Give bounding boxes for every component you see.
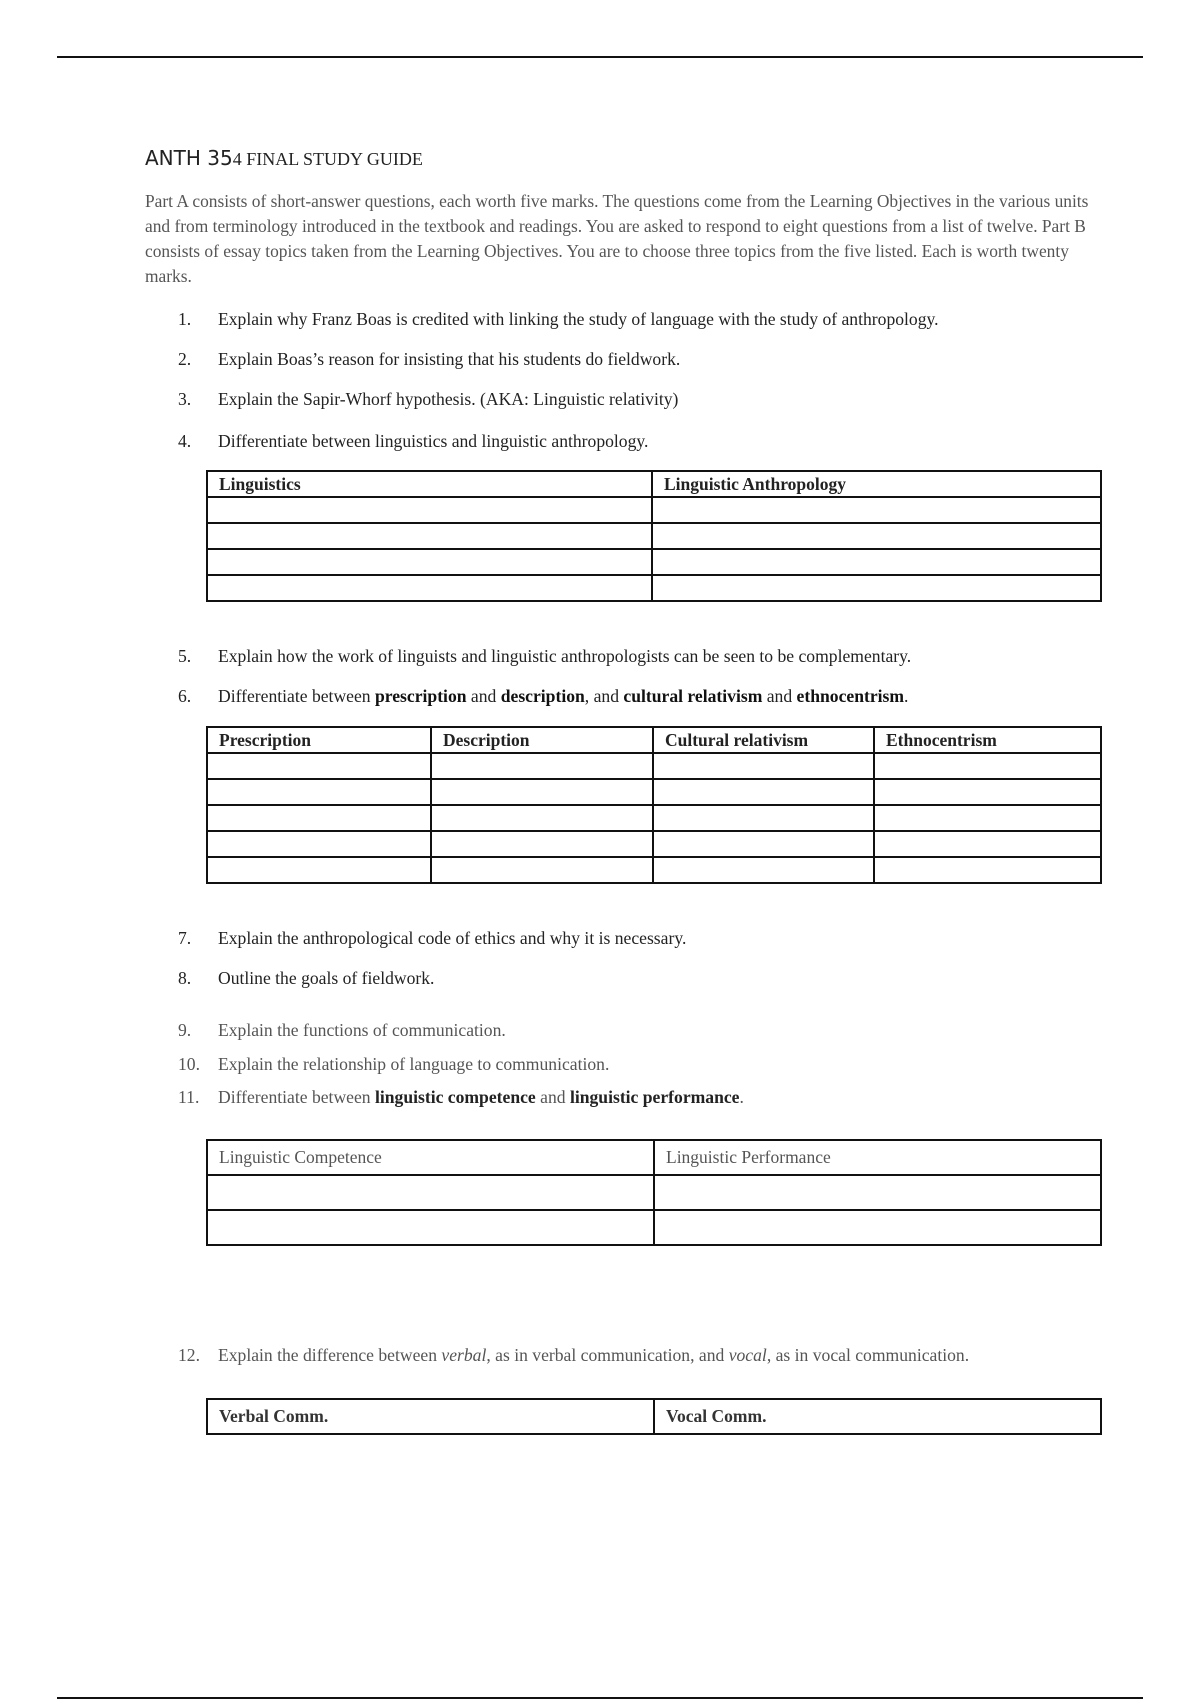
answer-cell[interactable]: [653, 753, 874, 779]
linguistics-table: [206, 470, 1102, 602]
answer-cell[interactable]: [874, 805, 1101, 831]
document-title: [145, 146, 423, 171]
footer-rule: [57, 1697, 1143, 1699]
question-12: 12. Explain the difference between verbal, as in verbal communication, and vocal, as in vocal communication.: [178, 1345, 970, 1365]
column-header-ethnocentrism: Ethnocentrism: [874, 727, 1101, 753]
column-header-prescription: Prescription: [207, 727, 431, 753]
question-8: 8. Outline the goals of fieldwork.: [178, 968, 435, 988]
question-6: 6. Differentiate between prescription and description, and cultural relativism and ethnocentrism.: [178, 686, 909, 706]
header-rule: [57, 56, 1143, 58]
column-header-verbal-comm: Verbal Comm.: [207, 1399, 654, 1434]
title-rest: 4 FINAL STUDY GUIDE: [232, 149, 423, 169]
answer-cell[interactable]: [874, 857, 1101, 883]
question-9: 9. Explain the functions of communication.: [178, 1020, 506, 1040]
answer-cell[interactable]: [654, 1210, 1101, 1245]
answer-cell[interactable]: [653, 779, 874, 805]
answer-cell[interactable]: [207, 779, 431, 805]
answer-cell[interactable]: [207, 753, 431, 779]
answer-cell[interactable]: [874, 753, 1101, 779]
prescription-description-table: [206, 726, 1102, 884]
verbal-vocal-table: [206, 1398, 1102, 1435]
answer-cell[interactable]: [654, 1175, 1101, 1210]
question-5: 5. Explain how the work of linguists and linguistic anthropologists can be seen to be complementary.: [178, 646, 912, 666]
answer-cell[interactable]: [431, 753, 653, 779]
question-3: 3. Explain the Sapir-Whorf hypothesis. (AKA: Linguistic relativity): [178, 389, 679, 409]
answer-cell[interactable]: [207, 805, 431, 831]
answer-cell[interactable]: [874, 831, 1101, 857]
answer-cell[interactable]: [207, 1175, 654, 1210]
column-header-linguistic-anthropology: Linguistic Anthropology: [652, 471, 1101, 497]
answer-cell[interactable]: [431, 779, 653, 805]
question-11: 11. Differentiate between linguistic competence and linguistic performance.: [178, 1087, 744, 1107]
answer-cell[interactable]: [207, 857, 431, 883]
intro-paragraph: Part A consists of short-answer questions, each worth five marks. The questions come from the Learning Objectives in the various units and from terminology introduced in the textbook and readings. You are asked to respond to eight questions from a list of twelve. Part B consists of essay topics taken from the Learning Objectives. You are to choose three topics from the five listed. Each is worth twenty marks.: [145, 191, 1089, 286]
answer-cell[interactable]: [874, 779, 1101, 805]
answer-cell[interactable]: [431, 857, 653, 883]
question-2: 2. Explain Boas’s reason for insisting that his students do fieldwork.: [178, 349, 681, 369]
answer-cell[interactable]: [653, 805, 874, 831]
answer-cell[interactable]: [431, 805, 653, 831]
answer-cell[interactable]: [653, 831, 874, 857]
column-header-cultural-relativism: Cultural relativism: [653, 727, 874, 753]
answer-cell[interactable]: [207, 549, 652, 575]
answer-cell[interactable]: [652, 497, 1101, 523]
question-7: 7. Explain the anthropological code of ethics and why it is necessary.: [178, 928, 687, 948]
answer-cell[interactable]: [431, 831, 653, 857]
course-code: ANTH 35: [145, 146, 233, 170]
answer-cell[interactable]: [207, 831, 431, 857]
answer-cell[interactable]: [652, 523, 1101, 549]
competence-performance-table: [206, 1139, 1102, 1246]
answer-cell[interactable]: [207, 1210, 654, 1245]
column-header-description: Description: [431, 727, 653, 753]
answer-cell[interactable]: [653, 857, 874, 883]
answer-cell[interactable]: [207, 497, 652, 523]
answer-cell[interactable]: [652, 575, 1101, 601]
question-10: 10. Explain the relationship of language to communication.: [178, 1054, 610, 1074]
column-header-linguistics: Linguistics: [207, 471, 652, 497]
answer-cell[interactable]: [652, 549, 1101, 575]
column-header-linguistic-performance: Linguistic Performance: [654, 1140, 1101, 1175]
answer-cell[interactable]: [207, 575, 652, 601]
column-header-vocal-comm: Vocal Comm.: [654, 1399, 1101, 1434]
answer-cell[interactable]: [207, 523, 652, 549]
question-4: 4. Differentiate between linguistics and linguistic anthropology.: [178, 431, 649, 451]
question-1: 1. Explain why Franz Boas is credited with linking the study of language with the study of anthropology.: [178, 309, 939, 329]
column-header-linguistic-competence: Linguistic Competence: [207, 1140, 654, 1175]
